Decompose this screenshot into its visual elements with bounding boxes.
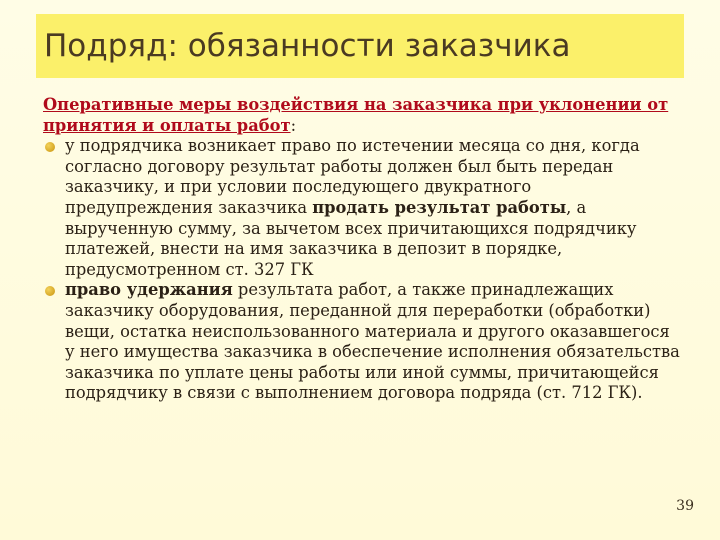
page-number: 39 <box>676 498 694 514</box>
bullet-item <box>43 280 683 404</box>
bullet-dot-icon <box>45 142 55 152</box>
bullet-item <box>43 136 683 280</box>
bullet-text: , а вырученную сумму, за вычетом всех причитающихся подрядчику платежей, внести на имя заказчика в депозит в порядке, предусмотренном ст. 327 ГК <box>65 197 637 279</box>
bullet-text: результата работ, а также принадлежащих заказчику оборудования, переданной для переработки (обработки) вещи, остатка неиспользованного материала и другого оказавшегося у него имущества заказчика в обеспечение исполнения обязательства заказчика по уплате цены работы или иной суммы, причитающейся подрядчику в связи с выполнением договора подряда (ст. 712 ГК). <box>65 280 680 403</box>
bullet-dot-icon <box>45 286 55 296</box>
bullet-bold-text: право удержания <box>65 280 233 300</box>
slide-content <box>43 95 683 404</box>
lead-paragraph <box>43 95 683 136</box>
lead-heading: Оперативные меры воздействия на заказчика при уклонении от принятия и оплаты работ <box>43 95 669 135</box>
bullet-bold-text: продать результат работы <box>312 197 567 217</box>
bullet-text: у подрядчика возникает право по истечении месяца со дня, когда согласно договору результат работы должен был быть передан заказчику, и при условии последующего двукратного предупреждения заказчика <box>65 136 640 217</box>
slide-title: Подряд: обязанности заказчика <box>44 28 571 64</box>
bullet-list <box>43 136 683 404</box>
lead-colon: : <box>290 115 297 135</box>
